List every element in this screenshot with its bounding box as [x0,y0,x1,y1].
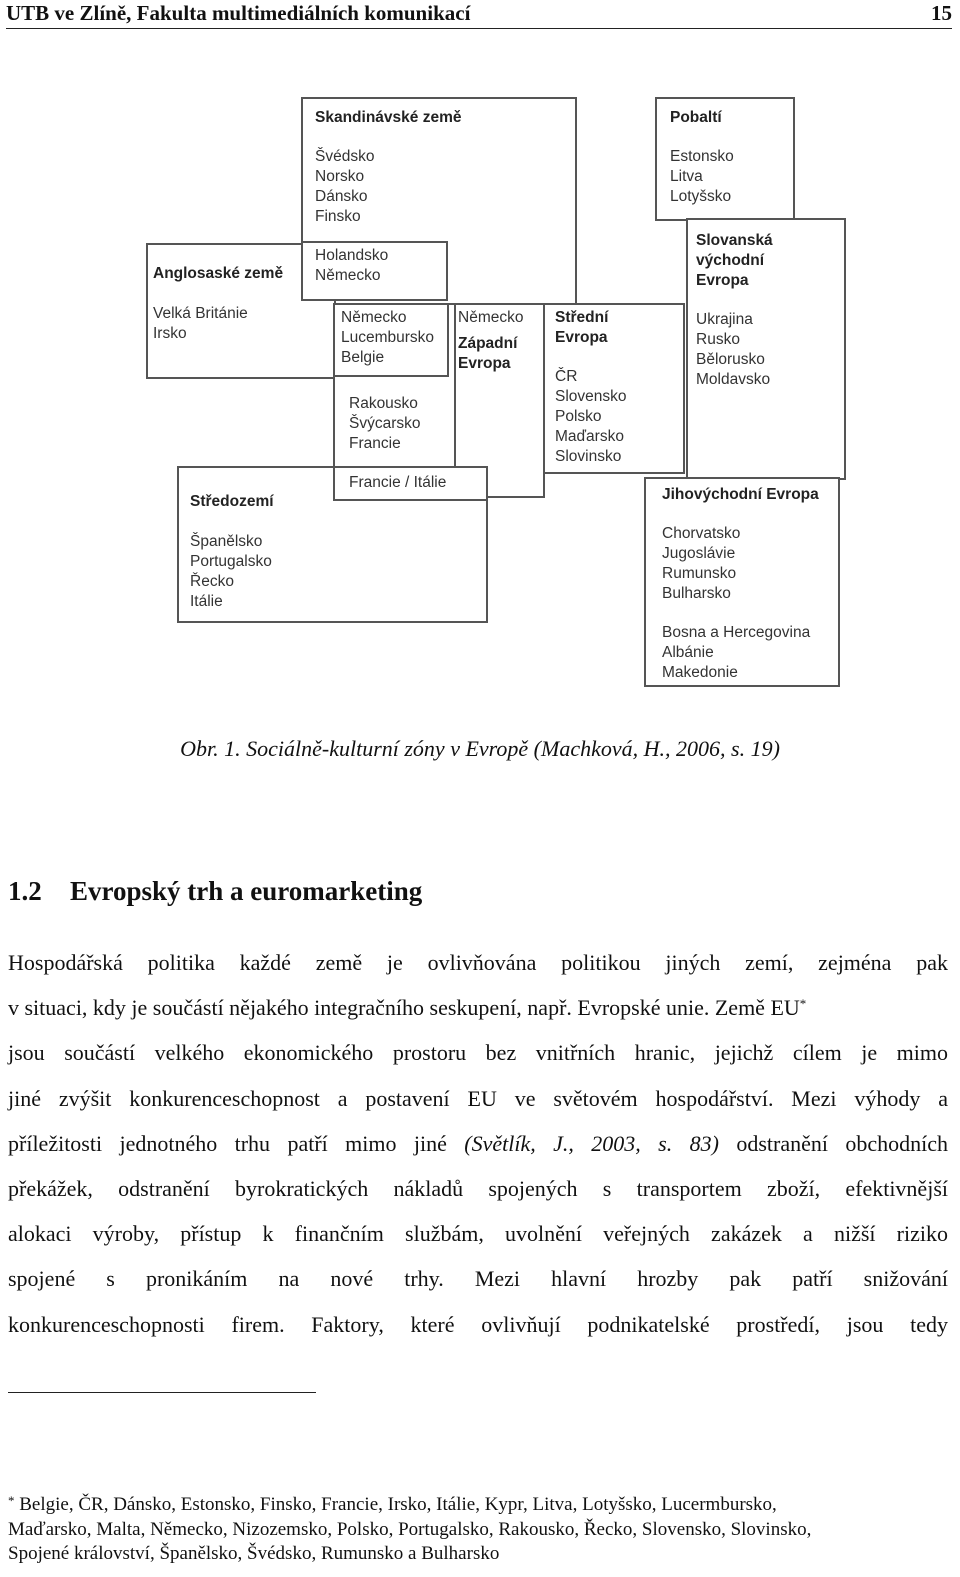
slavic-east-title: východní [696,252,765,269]
section-heading [8,876,422,907]
scandinavia-item: Švédsko [315,148,375,165]
baltic-item: Litva [670,168,703,185]
southeast-item: Jugoslávie [662,545,736,562]
central-title: Střední [555,309,609,326]
anglo-title: Anglosaské země [153,265,284,282]
paragraph-line: Hospodářská politika každé země je ovlivňována politikou jiných zemí, zejména pak [8,950,948,975]
mediterranean-item: Itálie [190,593,223,610]
section-title: Evropský trh a euromarketing [70,876,423,906]
section-number: 1.2 [8,876,42,906]
central-item: Maďarsko [555,428,624,445]
central-item: ČR [555,368,578,385]
central-item: Slovinsko [555,448,622,465]
western-item: Německo [458,309,524,326]
page-number: 15 [931,1,952,25]
paragraph-line: konkurenceschopnosti firem. Faktory, které ovlivňují podnikatelské prostředí, jsou tedy [8,1311,948,1337]
slavic-east-title: Evropa [696,272,749,289]
southeast-item: Bosna a Hercegovina [662,624,811,641]
central-item: Slovensko [555,388,627,405]
southeast-title: Jihovýchodní Evropa [662,486,819,503]
southeast-item: Makedonie [662,664,738,681]
baltic-item: Lotyšsko [670,188,732,205]
central-left-item: Lucembursko [341,329,435,346]
footnote-divider [8,1392,316,1393]
paragraph-line-text: v situaci, kdy je součástí nějakého integračního seskupení, např. Evropské unie. Země EU [8,995,800,1021]
footnote-text: Belgie, ČR, Dánsko, Estonsko, Finsko, Francie, Irsko, Itálie, Kypr, Litva, Lotyšsko, Lucermbursko, [19,1494,777,1515]
scandinavia-item: Finsko [315,208,361,225]
footnote-reference: * [799,996,807,1012]
mediterranean-item: Portugalsko [190,553,272,570]
france-italy-label: Francie / Itálie [349,474,447,491]
alpine-item: Švýcarsko [349,415,421,432]
paragraph-line [8,985,948,1030]
footnote [8,1493,953,1567]
slavic-east-item: Moldavsko [696,371,771,388]
southeast-item: Bulharsko [662,585,731,602]
southeast-item: Albánie [662,644,714,661]
slavic-east-title: Slovanská [696,232,773,249]
central-item: Polsko [555,408,602,425]
baltic-title: Pobaltí [670,109,722,126]
benelux-top-item: Holandsko [315,247,389,264]
citation: (Světlík, J., 2003, s. 83) [464,1130,719,1156]
alpine-item: Francie [349,435,401,452]
mediterranean-item: Řecko [190,573,234,590]
paragraph-line: překážek, odstranění byrokratických nákladů spojených s transportem zboží, efektivnější [8,1175,948,1201]
figure-caption: Obr. 1. Sociálně-kulturní zóny v Evropě (Machková, H., 2006, s. 19) [180,736,780,761]
footnote-line [8,1493,953,1518]
central-title: Evropa [555,329,608,346]
zones-diagram [0,0,960,700]
benelux-top-item: Německo [315,267,381,284]
southeast-item: Chorvatsko [662,525,741,542]
western-title: Západní [458,335,518,352]
body-paragraph [8,940,948,1347]
paragraph-line [8,1121,948,1166]
paragraph-line: jsou součástí velkého ekonomického prostoru bez vnitřních hranic, jejichž cílem je mimo [8,1040,948,1066]
anglo-item: Irsko [153,325,187,342]
header-title: UTB ve Zlíně, Fakulta multimediálních komunikací [6,1,471,25]
paragraph-line: spojené s pronikáním na nové trhy. Mezi hlavní hrozby pak patří snižování [8,1266,948,1292]
footnote-mark: * [8,1493,15,1508]
central-left-item: Německo [341,309,407,326]
paragraph-line: alokaci výroby, přístup k finančním službám, uvolnění veřejných zakázek a nižší riziko [8,1221,948,1247]
paragraph-line-text: příležitosti jednotného trhu patří mimo jiné [8,1130,447,1156]
scandinavia-item: Dánsko [315,188,368,205]
alpine-item: Rakousko [349,395,418,412]
slavic-east-item: Rusko [696,331,740,348]
paragraph-line: jiné zvýšit konkurenceschopnost a postavení EU ve světovém hospodářství. Mezi výhody a [8,1085,948,1111]
mediterranean-title: Středozemí [190,493,274,510]
central-left-item: Belgie [341,349,385,366]
slavic-east-item: Bělorusko [696,351,765,368]
footnote-line: Maďarsko, Malta, Německo, Nizozemsko, Polsko, Portugalsko, Rakousko, Řecko, Slovensko, Slovinsko, [8,1518,812,1540]
southeast-item: Rumunsko [662,565,737,582]
scandinavia-item: Norsko [315,168,365,185]
footnote-line: Spojené království, Španělsko, Švédsko, Rumunsko a Bulharsko [8,1543,500,1564]
anglo-item: Velká Británie [153,305,248,322]
baltic-item: Estonsko [670,148,734,165]
paragraph-line-text: odstranění obchodních [736,1130,948,1156]
scandinavia-title: Skandinávské země [315,109,462,126]
slavic-east-item: Ukrajina [696,311,753,328]
western-title: Evropa [458,355,511,372]
mediterranean-item: Španělsko [190,533,263,550]
